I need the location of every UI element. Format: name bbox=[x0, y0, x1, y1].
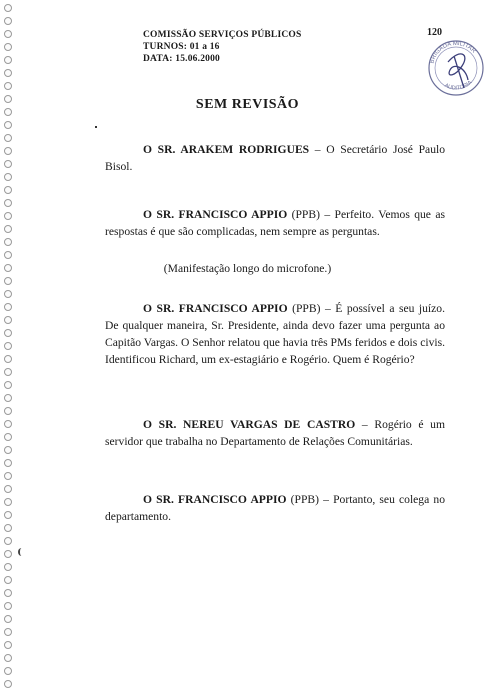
binder-hole bbox=[4, 433, 12, 441]
header-turns: TURNOS: 01 a 16 bbox=[143, 42, 220, 52]
entry-text: (PPB) – É possível a seu juízo. De qualquer maneira, Sr. Presidente, ainda devo fazer uma pergunta ao Capitão Vargas. O Senhor relatou que havia três PMs feridos e dois civis. Identificou Richard, um ex-estagiário e Rogério. Quem é Rogério? bbox=[105, 302, 445, 366]
binder-hole bbox=[4, 43, 12, 51]
document-header bbox=[143, 29, 302, 65]
binder-hole bbox=[4, 472, 12, 480]
binder-hole bbox=[4, 277, 12, 285]
binder-hole bbox=[4, 225, 12, 233]
binder-hole bbox=[4, 381, 12, 389]
binder-hole bbox=[4, 355, 12, 363]
binder-hole bbox=[4, 212, 12, 220]
binder-hole bbox=[4, 446, 12, 454]
binder-hole bbox=[4, 134, 12, 142]
binder-hole bbox=[4, 563, 12, 571]
binder-hole bbox=[4, 459, 12, 467]
binder-hole bbox=[4, 238, 12, 246]
binder-hole bbox=[4, 394, 12, 402]
binder-hole bbox=[4, 342, 12, 350]
binder-hole bbox=[4, 407, 12, 415]
entry-text: – Rogério é um servidor que trabalha no Departamento de Relações Comunitárias. bbox=[105, 418, 445, 448]
scan-mark bbox=[18, 548, 25, 556]
binder-hole bbox=[4, 420, 12, 428]
svg-text:AUDITORIA bbox=[443, 79, 473, 91]
binder-hole bbox=[4, 30, 12, 38]
stamp-subtext: AUDITORIA bbox=[443, 79, 474, 92]
binder-hole bbox=[4, 121, 12, 129]
transcript-entry bbox=[105, 206, 445, 240]
binder-hole bbox=[4, 82, 12, 90]
speaker-name: O SR. FRANCISCO APPIO bbox=[143, 208, 288, 221]
binder-hole bbox=[4, 4, 12, 12]
binder-hole bbox=[4, 316, 12, 324]
binder-hole bbox=[4, 368, 12, 376]
binder-hole bbox=[4, 173, 12, 181]
binder-hole bbox=[4, 537, 12, 545]
stage-note: (Manifestação longo do microfone.) bbox=[163, 262, 332, 275]
header-date: DATA: 15.06.2000 bbox=[143, 54, 220, 64]
binder-hole bbox=[4, 498, 12, 506]
binder-hole bbox=[4, 186, 12, 194]
binder-hole bbox=[4, 680, 12, 688]
binder-hole bbox=[4, 69, 12, 77]
binder-hole bbox=[4, 303, 12, 311]
page-title: SEM REVISÃO bbox=[195, 97, 300, 112]
binder-hole bbox=[4, 628, 12, 636]
speaker-name: O SR. NEREU VARGAS DE CASTRO bbox=[143, 418, 356, 431]
page-number: 120 bbox=[427, 27, 442, 38]
binder-hole bbox=[4, 602, 12, 610]
binder-hole bbox=[4, 251, 12, 259]
binder-hole bbox=[4, 199, 12, 207]
binder-hole bbox=[4, 654, 12, 662]
binder-hole bbox=[4, 615, 12, 623]
entry-text: (PPB) – Portanto, seu colega no departamento. bbox=[105, 493, 445, 523]
transcript-entry bbox=[105, 300, 445, 368]
transcript-entry bbox=[105, 141, 445, 175]
binder-hole bbox=[4, 290, 12, 298]
binder-hole bbox=[4, 147, 12, 155]
stamp-text: BRIGADA MILITAR bbox=[429, 40, 477, 65]
binder-hole bbox=[4, 589, 12, 597]
transcript-entry bbox=[105, 416, 445, 450]
header-commission: COMISSÃO SERVIÇOS PÚBLICOS bbox=[143, 30, 302, 40]
entry-text: (PPB) – Perfeito. Vemos que as respostas é que são complicadas, nem sempre as perguntas. bbox=[105, 208, 445, 238]
binder-hole bbox=[4, 641, 12, 649]
transcript-entry bbox=[105, 491, 445, 525]
binder-hole bbox=[4, 576, 12, 584]
binder-hole bbox=[4, 17, 12, 25]
binder-hole bbox=[4, 511, 12, 519]
binder-hole bbox=[4, 160, 12, 168]
speaker-name: O SR. ARAKEM RODRIGUES bbox=[143, 143, 310, 156]
binder-hole bbox=[4, 550, 12, 558]
binder-hole bbox=[4, 56, 12, 64]
speaker-name: O SR. FRANCISCO APPIO bbox=[143, 302, 288, 315]
entry-text: – O Secretário José Paulo Bisol. bbox=[105, 143, 446, 173]
binder-hole bbox=[4, 524, 12, 532]
binder-hole bbox=[4, 329, 12, 337]
scan-speck bbox=[95, 126, 97, 128]
speaker-name: O SR. FRANCISCO APPIO bbox=[143, 493, 287, 506]
binder-hole bbox=[4, 667, 12, 675]
binder-hole bbox=[4, 485, 12, 493]
